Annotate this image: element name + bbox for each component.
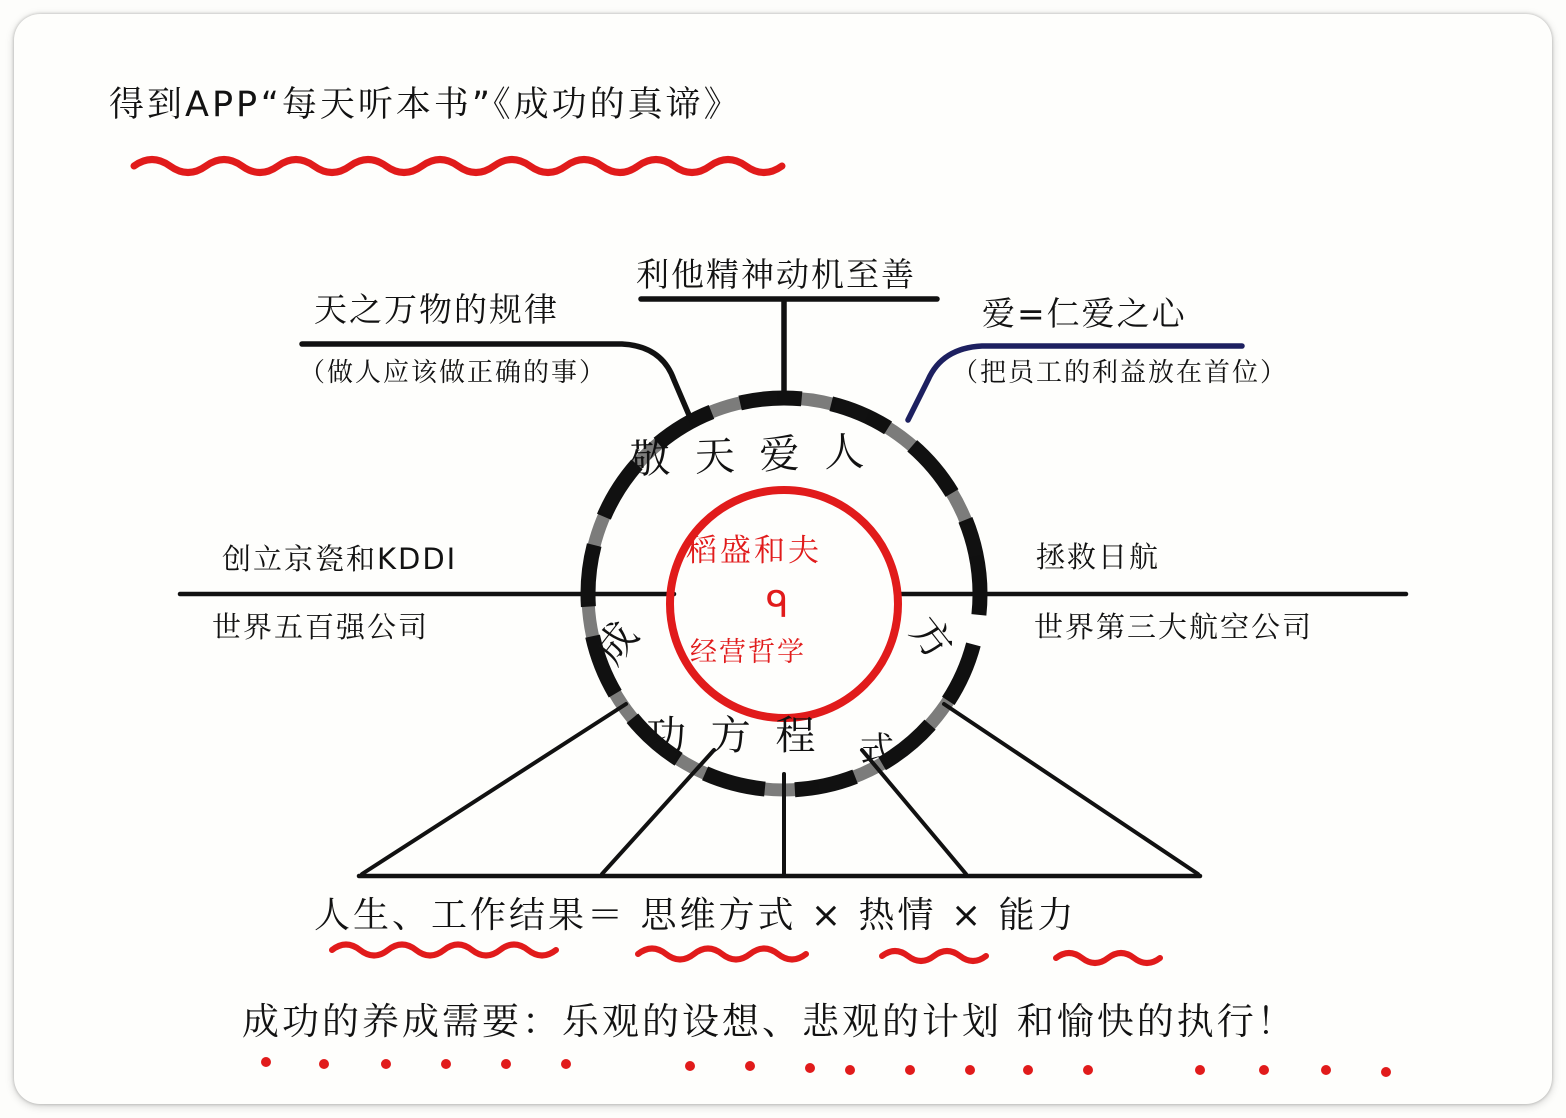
branch-note-right: 世界第三大航空公司 xyxy=(1034,610,1314,644)
branch-label-top-left: 天之万物的规律 xyxy=(314,290,559,329)
center-name: 稻盛和夫 xyxy=(686,533,822,569)
bottom-conclusion: 成功的养成需要：乐观的设想、悲观的计划 和愉快的执行！ xyxy=(242,1000,1297,1043)
branch-note-top-left: （做人应该做正确的事） xyxy=(299,358,608,388)
branch-label-top-center: 利他精神动机至善 xyxy=(636,255,916,294)
ring-text-bottom-right: 方 xyxy=(900,608,966,674)
branch-label-right: 拯救日航 xyxy=(1036,540,1161,574)
branch-label-top-right: 爱=仁爱之心 xyxy=(982,294,1187,333)
ring-text-bottom-left: 成 xyxy=(586,608,652,674)
branch-line-top-center xyxy=(641,299,937,397)
center-sub: 经营哲学 xyxy=(690,637,806,668)
equation-squiggle-2 xyxy=(638,949,806,960)
fan-line-left xyxy=(362,704,626,874)
ring-text-bottom-tail: 式 xyxy=(860,730,900,770)
note-paper xyxy=(14,14,1552,1104)
branch-note-top-right: （把员工的利益放在首位） xyxy=(952,358,1289,388)
ring-text-top: 敬 天 爱 人 xyxy=(629,428,871,484)
ring-text-bottom-row: 功 方 程 xyxy=(646,713,822,759)
equation-squiggle-4 xyxy=(1056,953,1160,963)
center-symbol: ᑫ xyxy=(766,585,792,626)
bottom-equation: 人生、工作结果＝ 思维方式 × 热情 × 能力 xyxy=(314,895,1077,936)
fan-line-right xyxy=(944,704,1198,874)
branch-label-left: 创立京瓷和KDDI xyxy=(222,542,458,576)
fan-line-left-mid xyxy=(602,750,714,874)
equation-squiggle-3 xyxy=(882,951,986,961)
branch-note-left: 世界五百强公司 xyxy=(212,610,430,644)
title-underline-squiggle xyxy=(134,160,782,173)
page-title: 得到APP“每天听本书”《成功的真谛》 xyxy=(109,85,742,125)
conclusion-red-dots xyxy=(261,1057,1391,1077)
equation-squiggle-1 xyxy=(332,945,556,956)
